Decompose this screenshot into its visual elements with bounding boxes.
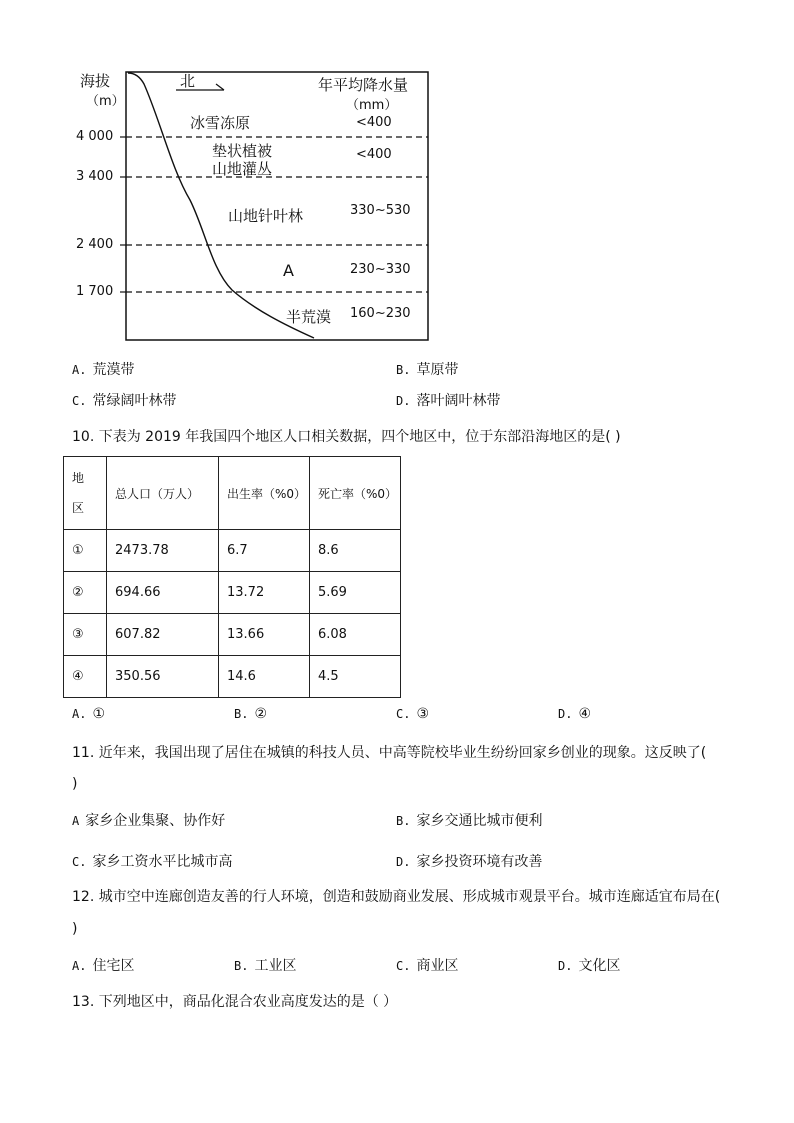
q12-option-a[interactable]: A. 住宅区 xyxy=(72,958,135,974)
north-label: 北 xyxy=(180,72,196,90)
zone-coniferous-forest: 山地针叶林 xyxy=(228,207,304,225)
table-header-row xyxy=(64,457,401,530)
q9-option-b[interactable]: B. 草原带 xyxy=(396,362,459,378)
tick-label-3400: 3 400 xyxy=(76,169,114,184)
zone-cushion-vegetation: 垫状植被 xyxy=(212,142,273,160)
y-axis-label: 海拔 xyxy=(80,72,111,90)
zone-precip-3: 330~530 xyxy=(350,203,411,218)
precip-title: 年平均降水量 xyxy=(318,76,409,94)
precip-unit: （mm） xyxy=(346,98,398,113)
zone-precip-1: <400 xyxy=(356,115,392,130)
q9-option-d[interactable]: D. 落叶阔叶林带 xyxy=(396,393,501,409)
q12-option-b[interactable]: B. 工业区 xyxy=(234,958,297,974)
zone-precip-4: 230~330 xyxy=(350,262,411,277)
q11-option-b[interactable]: B. 家乡交通比城市便利 xyxy=(396,813,543,829)
table-row: ④ 350.56 14.6 4.5 xyxy=(64,656,401,698)
q11-option-a[interactable]: A 家乡企业集聚、协作好 xyxy=(72,813,226,829)
header-region: 地 区 xyxy=(64,457,107,530)
q10-option-a[interactable]: A. ① xyxy=(72,706,106,722)
q10-option-b[interactable]: B. ② xyxy=(234,706,268,722)
q12-option-d[interactable]: D. 文化区 xyxy=(558,958,621,974)
q13-stem: 13. 下列地区中，商品化混合农业高度发达的是（ ） xyxy=(72,994,398,1010)
zone-a-label: A xyxy=(283,261,294,280)
zone-precip-2: <400 xyxy=(356,147,392,162)
q12-stem-cont: ) xyxy=(72,921,78,937)
tick-label-2400: 2 400 xyxy=(76,237,114,252)
zone-mountain-shrub: 山地灌丛 xyxy=(212,160,273,178)
q9-option-c[interactable]: C. 常绿阔叶林带 xyxy=(72,393,177,409)
q11-stem: 11. 近年来，我国出现了居住在城镇的科技人员、中高等院校毕业生纷纷回家乡创业的现象。这反映了( xyxy=(72,745,707,761)
header-total-population: 总人口（万人） xyxy=(107,457,219,530)
zone-precip-5: 160~230 xyxy=(350,306,411,321)
table-row: ② 694.66 13.72 5.69 xyxy=(64,572,401,614)
zone-semi-desert: 半荒漠 xyxy=(286,308,332,326)
header-birth-rate: 出生率（%0） xyxy=(219,457,310,530)
table-row: ① 2473.78 6.7 8.6 xyxy=(64,530,401,572)
q10-option-c[interactable]: C. ③ xyxy=(396,706,430,722)
elevation-ticks xyxy=(120,137,126,292)
zone-snow-tundra: 冰雪冻原 xyxy=(190,114,251,132)
tick-label-4000: 4 000 xyxy=(76,129,114,144)
vegetation-zone-diagram xyxy=(0,0,794,345)
q10-stem: 10. 下表为 2019 年我国四个地区人口相关数据，四个地区中，位于东部沿海地区的是( ) xyxy=(72,429,621,445)
header-death-rate: 死亡率（%0） xyxy=(310,457,401,530)
population-table xyxy=(63,456,401,698)
q12-option-c[interactable]: C. 商业区 xyxy=(396,958,459,974)
tick-label-1700: 1 700 xyxy=(76,284,114,299)
q10-option-d[interactable]: D. ④ xyxy=(558,706,592,722)
q9-option-a[interactable]: A. 荒漠带 xyxy=(72,362,135,378)
q11-option-c[interactable]: C. 家乡工资水平比城市高 xyxy=(72,854,233,870)
y-axis-unit: （m） xyxy=(86,94,125,109)
table-row: ③ 607.82 13.66 6.08 xyxy=(64,614,401,656)
q12-stem: 12. 城市空中连廊创造友善的行人环境，创造和鼓励商业发展、形成城市观景平台。城市连廊适宜布局在( xyxy=(72,889,721,905)
q11-stem-cont: ) xyxy=(72,776,78,792)
q11-option-d[interactable]: D. 家乡投资环境有改善 xyxy=(396,854,543,870)
